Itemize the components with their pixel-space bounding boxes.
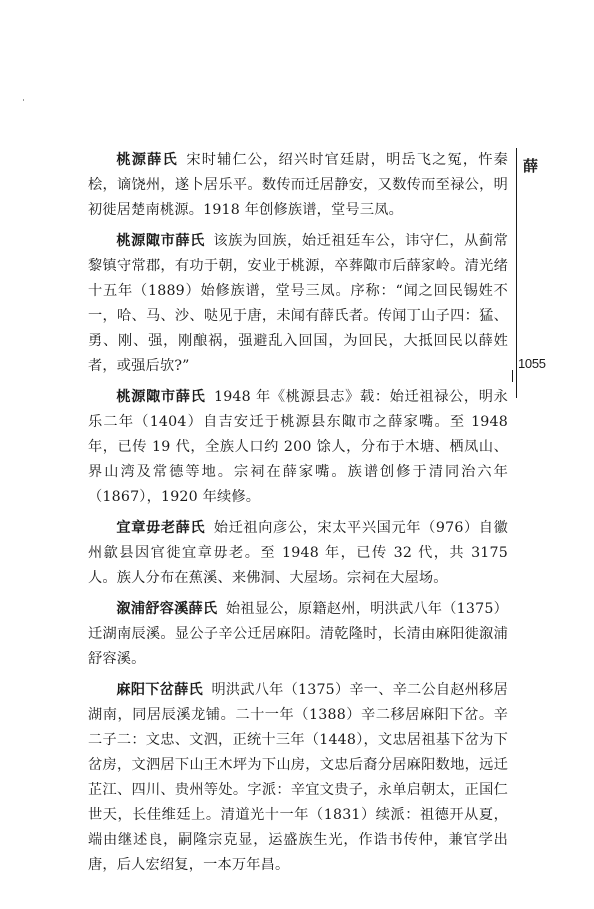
entry-title: 桃源陬市薛氏: [116, 389, 206, 405]
entry-paragraph: [88, 597, 508, 672]
entry-text: 宋时辅仁公，绍兴时官廷尉，明岳飞之冤，忤秦桧，谪饶州，遂卜居乐平。数传而迁居静安，又数传而至禄公，明初徙居楚南桃源。1918 年创修族谱，堂号三凤。: [88, 152, 508, 218]
entry-paragraph: [88, 385, 508, 510]
main-text: [88, 148, 508, 884]
margin-rule: [516, 148, 517, 398]
entry-paragraph: [88, 678, 508, 878]
entry-paragraph: [88, 516, 508, 591]
entry-text: 该族为回族，始迁祖廷车公，讳守仁，从蓟常黎镇守常郡，有功于朝，安业于桃源，卒葬陬市后薛家岭。清光绪十五年（1889）始修族谱，堂号三凤。序称：“闻之回民锡姓不一，哈、马、沙、哒见于唐，未闻有薛氏者。传闻丁山子四：猛、勇、刚、强，刚酿祸，强避乱入回国，为回民，大抵回民以薛姓者，或强后欤?”: [88, 233, 508, 374]
entry-title: 麻阳下岔薛氏: [116, 682, 203, 698]
running-header-char: 薛: [523, 157, 539, 175]
entry-title: 桃源薛氏: [116, 152, 178, 168]
entry-paragraph: [88, 148, 508, 223]
scan-mark: [23, 99, 24, 101]
entry-title: 溆浦舒容溪薛氏: [116, 601, 218, 617]
entry-paragraph: [88, 229, 508, 379]
entry-text: 始祖显公，原籍赵州，明洪武八年（1375）迁湖南辰溪。显公子辛公迁居麻阳。清乾隆时，长清由麻阳徙溆浦舒容溪。: [88, 601, 508, 667]
entry-title: 桃源陬市薛氏: [116, 233, 205, 249]
entry-title: 宜章毋老薛氏: [116, 520, 206, 536]
entry-text: 1948 年《桃源县志》载：始迁祖禄公，明永乐二年（1404）自吉安迁于桃源县东陬市之薛家嘴。至 1948 年，已传 19 代，全族人口约 200 馀人，分布于木塘、栖凤山、界山湾及常德等地。宗祠在薛家嘴。族谱创修于清同治六年（1867），1920 年续修。: [88, 389, 508, 505]
entry-text: 始迁祖向彦公，宋太平兴国元年（976）自徽州歙县因官徙宜章毋老。至 1948 年，已传 32 代，共 3175 人。族人分布在蕉溪、来佛洞、大屋场。宗祠在大屋场。: [88, 520, 509, 586]
page-number: 1055: [518, 356, 546, 371]
page-number-tick: [512, 370, 513, 382]
entry-text: 明洪武八年（1375）辛一、辛二公自赵州移居湖南，同居辰溪龙铺。二十一年（1388）辛二移居麻阳下岔。辛二子二：文忠、文泗，正统十三年（1448），文忠居祖基下岔为下岔房，文泗居下山王木坪为下山房，文忠后裔分居麻阳数地，远迁芷江、四川、贵州等处。字派：辛宜文贵子，永单启朝太，正国仁世天，长佳维廷上。清道光十一年（1831）续派：祖德开从夏，端由继述良，嗣隆宗克显，运盛族生光，作诰书传仲，兼官学出唐，后人宏绍复，一本万年昌。: [88, 682, 508, 873]
